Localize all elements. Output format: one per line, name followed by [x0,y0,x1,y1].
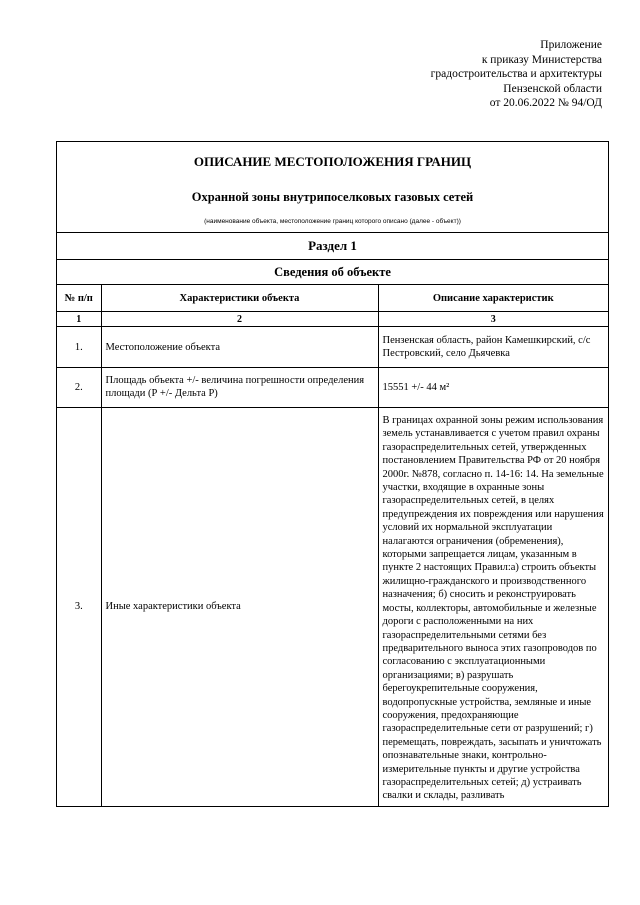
row-description: В границах охранной зоны режим использования земель устанавливается с учетом правил охраны газораспределительных сетей, утвержденных постановлением Правительства РФ от 20 ноября 2000г. №878, согласно п. 14-16: 14. На земельные участки, входящие в охранные зоны газораспределительных сетей, в целях предупреждения их повреждения или нарушения условий их нормальной эксплуатации налагаются ограничения (обременения), которыми запрещается лицам, указанным в пункте 2 настоящих Правил:а) строить объекты жилищно-гражданского и производственного назначения; б) сносить и реконструировать мосты, коллекторы, автомобильные и железные дороги с расположенными на них газораспределительными сетями без предварительного выноса этих газопроводов по согласованию с эксплуатационными организациями; в) разрушать берегоукрепительные сооружения, водопропускные устройства, земляные и иные сооружения, предохраняющие газораспределительные сети от разрушений; г) перемещать, повреждать, засыпать и уничтожать опознавательные знаки, контрольно-измерительные пункты и другие устройства газораспределительных сетей; д) устраивать свалки и склады, разливать [378,408,608,807]
document-frame [56,141,609,807]
object-caption: (наименование объекта, местоположение границ которого описано (далее - объект)) [204,218,461,225]
appendix-line: от 20.06.2022 № 94/ОД [489,97,602,110]
header-characteristic: Характеристики объекта [101,285,378,312]
appendix-line: Приложение [540,39,602,51]
column-number: 1 [57,312,101,327]
table-row [57,368,608,408]
section-subtitle: Сведения об объекте [57,260,608,285]
row-number: 3. [57,408,101,807]
table-header-row [57,285,608,312]
row-characteristic: Местоположение объекта [101,327,378,368]
row-description: 15551 +/- 44 м² [378,368,608,408]
table-row [57,408,608,807]
row-characteristic: Иные характеристики объекта [101,408,378,807]
header-description: Описание характеристик [378,285,608,312]
appendix-line: градостроительства и архитектуры [430,68,602,81]
appendix-note [302,38,602,111]
column-number: 2 [101,312,378,327]
document-title: ОПИСАНИЕ МЕСТОПОЛОЖЕНИЯ ГРАНИЦ [193,154,472,169]
row-characteristic: Площадь объекта +/- величина погрешности определения площади (Р +/- Дельта Р) [101,368,378,408]
object-info-table [57,285,608,807]
section-title: Раздел 1 [57,233,608,260]
row-description: Пензенская область, район Камешкирский, с/с Пестровский, село Дьячевка [378,327,608,368]
header-number: № п/п [57,285,101,312]
row-number: 1. [57,327,101,368]
column-number: 3 [378,312,608,327]
title-block [57,142,608,233]
appendix-line: Пензенской области [503,82,602,95]
row-number: 2. [57,368,101,408]
appendix-line: к приказу Министерства [481,53,602,66]
table-row [57,327,608,368]
column-number-row [57,312,608,327]
object-name: Охранной зоны внутрипоселковых газовых сетей [191,190,474,204]
